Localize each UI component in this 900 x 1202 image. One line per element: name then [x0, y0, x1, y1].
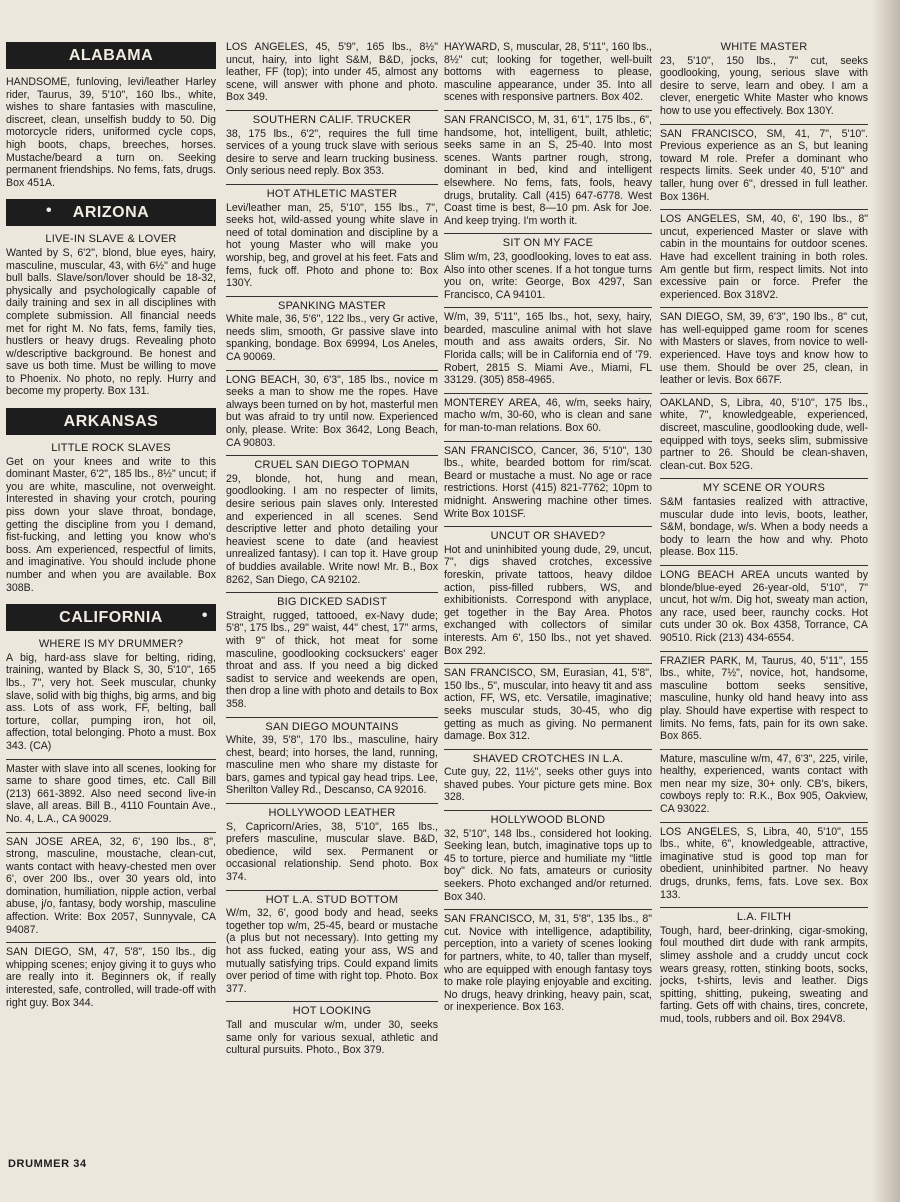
classified-ad [444, 810, 652, 909]
classified-ad [226, 803, 438, 890]
state-header-label: ARKANSAS [63, 413, 159, 431]
classified-ad [6, 759, 216, 832]
ad-heading: LIVE-IN SLAVE & LOVER [45, 233, 177, 246]
ad-text: 29, blonde, hot, hung and mean, goodlooking. I am no respecter of limits, desire serious pain slaves only. Interested and experienced in all scenes. Send descriptive letter and photo detailing your heaviest scene to date (and heaviest unrealized fantasy). I can top it. Have group of buddies available. Write now! Mr. B., Box 8262, San Diego, CA 92102. [226, 472, 438, 586]
classified-ad [226, 890, 438, 1002]
state-header-california [6, 604, 216, 631]
ad-text: SAN FRANCISCO, M, 31, 5'8", 135 lbs., 8" cut. Novice with intelligence, adaptibility, perception, into a variety of scenes looking for partners, white, to 40, taller than myself, who are equipped with enough fantasy toys to make role playing enjoyable and exciting. No drugs, heavy drinking, heavy pain, scat, or inexperience. Box 163. [444, 913, 652, 1014]
classified-ad [226, 717, 438, 804]
state-header-label: CALIFORNIA [59, 609, 163, 627]
ad-heading: MY SCENE OR YOURS [702, 482, 826, 495]
classified-ad [660, 565, 868, 651]
classified-ad [226, 455, 438, 592]
ad-text: Wanted by S, 6'2", blond, blue eyes, hairy, masculine, muscular, 43, with 6½" and huge bull balls. Slave/son/lover should be 18-32, physically and psychologically capable of daily training and sex in all disciplines with complete submission. All financial needs met for right M. No fats, fems, family ties, hustlers or heavy drugs. Revealing photo w/descriptive background. Be honest and save us both time. Must be willing to move to Phoenix. No photo, no reply. Hurry and become my property. Box 131. [6, 246, 216, 398]
classified-ad [660, 393, 868, 479]
ad-heading: L.A. FILTH [736, 911, 792, 924]
classified-ad [660, 822, 868, 908]
ad-text: Levi/leather man, 25, 5'10", 155 lbs., 7", seeks hot, wild-assed young white slave in need of total domination and discipline by a hot young Master who will make you worship, beg, and grovel at his feet. Fats and fems, fuck off. Photo and phone to: Box 130Y. [226, 201, 438, 290]
classified-ad [444, 393, 652, 441]
classified-ad [444, 233, 652, 307]
classified-ad [444, 909, 652, 1020]
ad-text: SAN DIEGO, SM, 47, 5'8", 150 lbs., dig whipping scenes; enjoy giving it to guys who are really into it. Beginners ok, if really interested, safe, controlled, will trade-off with right guy. Box 344. [6, 946, 216, 1009]
classified-ad [444, 526, 652, 663]
classified-ad [444, 38, 652, 110]
classified-ad [6, 832, 216, 943]
classified-ad [660, 907, 868, 1031]
ad-heading: SOUTHERN CALIF. TRUCKER [252, 113, 412, 126]
classified-ad [660, 749, 868, 822]
ad-heading: HOT ATHLETIC MASTER [266, 187, 398, 200]
ad-text: HAYWARD, S, muscular, 28, 5'11", 160 lbs., 8½" cut; looking for together, well-built bottoms with eagerness to please, masculine appearance, under 35. Into all scenes with responsive partners. Box 402. [444, 41, 652, 104]
classified-ad [226, 110, 438, 184]
classified-ad [226, 184, 438, 296]
state-header-label: ARIZONA [72, 204, 150, 222]
ad-text: White, 39, 5'8", 170 lbs., masculine, hairy chest, beard; into horses, the land, running, masculine men who share my distaste for bars, games and typical gay head trips. Lee, Sherilton Valley Rd., Descanso, CA 92016. [226, 734, 438, 797]
classified-ad [660, 124, 868, 210]
ad-text: 38, 175 lbs., 6'2", requires the full time services of a young truck slave with serious desire to serve and learn trucking business. Only serious need reply. Box 353. [226, 127, 438, 178]
ad-text: LONG BEACH AREA uncuts wanted by blonde/blue-eyed 26-year-old, 5'10", 7" uncut, hot w/m. Dig hot, sweaty man action, any race, used beer, raunchy cocks. Hot cuts under 30 ok. Box 4358, Torrance, CA 90510. Rick (213) 434-6554. [660, 568, 868, 644]
ad-text: LOS ANGELES, 45, 5'9", 165 lbs., 8½" uncut, hairy, into light S&M, B&D, jocks, leather, FF (top); into under 45, almost any scene, will answer with phone and photo. Box 349. [226, 41, 438, 104]
ad-text: SAN JOSE AREA, 32, 6', 190 lbs., 8", strong, masculine, moustache, clean-cut, wants contact with heavy-chested men over 6', over 200 lbs., over 30 years old, into domination, humiliation, nipple action, verbal abuse, j/o, fantasy, body worship, masculine affection. Write: Box 2057, Sunnyvale, CA 94087. [6, 835, 216, 936]
ad-text: FRAZIER PARK, M, Taurus, 40, 5'11", 155 lbs., white, 7½", novice, hot, handsome, masculine bottom seeks sensitive, masculine, hunky old hand heavy into ass play. Should have expertise with respect to limits. No fems, fats, pain for its own sake. Box 865. [660, 654, 868, 743]
classified-ad [444, 663, 652, 749]
column-4 [660, 38, 868, 1032]
state-header-label: ALABAMA [68, 47, 154, 64]
ad-heading: SIT ON MY FACE [502, 237, 594, 250]
ad-text: Mature, masculine w/m, 47, 6'3", 225, virile, healthy, experienced, wants contact with men near my size, 30+ only. CB's, bikers, cowboys reply to: R.K., Box 905, Oakview, CA 93022. [660, 752, 868, 816]
page-gutter-shadow [872, 0, 900, 1202]
ad-text: 32, 5'10", 148 lbs., considered hot looking. Seeking lean, butch, imaginative tops up to 45 to torture, pierce and humiliate my "little boy" dick. No fats, amateurs or curiosity seekers. Photo exchanged and/or returned. Box 340. [444, 827, 652, 903]
ad-text: Tall and muscular w/m, under 30, seeks same only for various sexual, athletic and cultural pursuits. Photo., Box 379. [226, 1018, 438, 1057]
ad-heading: SAN DIEGO MOUNTAINS [265, 720, 399, 733]
ad-text: LOS ANGELES, S, Libra, 40, 5'10", 155 lbs., white, 6", knowledgeable, attractive, imaginative stud is good top man for obedient, uninhibited partner. No heavy drugs, drunks, fems, fats. Love sex. Box 133. [660, 825, 868, 901]
classified-ad [226, 38, 438, 110]
ad-text: OAKLAND, S, Libra, 40, 5'10", 175 lbs., white, 7", knowledgeable, experienced, discreet, masculine, goodlooking dude, well-equipped with toys, seeks slim, submissive partner to 26. Should be clean-shaven, clean-cut. Box 52G. [660, 396, 868, 472]
classified-ad [444, 307, 652, 393]
classified-ad [444, 441, 652, 527]
ad-heading: CRUEL SAN DIEGO TOPMAN [254, 459, 410, 472]
ad-text: S, Capricorn/Aries, 38, 5'10", 165 lbs., prefers masculine, muscular slave. B&D, obedience, wild sex. Permanent or occasional relationship. Send photo. Box 374. [226, 820, 438, 884]
ad-heading: HOLLYWOOD LEATHER [268, 807, 396, 820]
classified-ad [226, 592, 438, 716]
ad-text: SAN FRANCISCO, SM, 41, 7", 5'10". Previous experience as an S, but leaning toward M role. Prefer a dominant who respects limits. Seek under 40, 5'10" and taller, hung over 6", dressed in full leather. Box 136H. [660, 127, 868, 203]
ad-text: A big, hard-ass slave for belting, riding, training, wanted by Black S, 30, 5'10", 165 lbs., 7", very hot. Seek muscular, chunky slave, solid with big thighs, big arms, and big ass. Lots of ass work, FF, belting, ball torture, collar, pumping iron, hot oil, affection, total belonging. Photo a must. Box 343. (CA) [6, 651, 216, 752]
classified-ad [6, 73, 216, 195]
ad-text: S&M fantasies realized with attractive, muscular dude into levis, boots, leather, S&M, bondage, w/s. When a body needs a body to learn the how and why. Photo please. Box 115. [660, 496, 868, 559]
ad-text: W/m, 39, 5'11", 165 lbs., hot, sexy, hairy, bearded, masculine animal with hot slave mouth and ass awaits orders, Sir. No Florida calls; will be in California end of '79. Robert, 2815 S. Miami Ave., Miami, FL 33129. (305) 858-4965. [444, 311, 652, 387]
classified-ad [6, 230, 216, 404]
ad-text: Tough, hard, beer-drinking, cigar-smoking, foul mouthed dirt dude with rank armpits, slimey asshole and a cruddy uncut cock wears greasy, rotten, stinking boots, socks, jocks, t-shirts, levis and leather. Digs spitting, shitting, pukeing, sweating and farting. Gets off with chains, tires, concrete, mud, tools, rubbers and oil. Box 294V8. [660, 924, 868, 1025]
classified-ad [6, 439, 216, 600]
ad-heading: HOLLYWOOD BLOND [490, 814, 606, 827]
ad-text: SAN FRANCISCO, SM, Eurasian, 41, 5'8", 150 lbs., 5", muscular, into heavy tit and ass action, FF, WS, etc. Versatile, imaginative; seeks muscular studs, 30-45, who dig getting as much as giving. No permanent damage. Box 312. [444, 667, 652, 743]
classified-ad [6, 635, 216, 758]
page-footer: DRUMMER 34 [8, 1158, 87, 1170]
classified-ad [660, 478, 868, 565]
ad-text: W/m, 32, 6', good body and head, seeks together top w/m, 25-45, beard or mustache (a plus but not necessary). Into getting my hot ass fucked, eating your ass, WS and mutually satisfying trips. Could expand limits over period of time with right top. Photo. Box 377. [226, 907, 438, 995]
classified-ad [226, 1001, 438, 1062]
ad-heading: SPANKING MASTER [278, 299, 386, 312]
ad-text: MONTEREY AREA, 46, w/m, seeks hairy, macho w/m, 30-60, who is clean and sane for man-to-man relations. Box 60. [444, 396, 652, 435]
ad-text: Hot and uninhibited young dude, 29, uncut, 7", digs shaved crotches, excessive foreskin, private tattoos, heavy dildoe action, piss-filled rubbers, WS, and exhibitionists. Correspond with anyplace, get together in the Bay Area. Photos exchanged with collectors of similar interests. Am 6', 150 lbs., not yet shaved. Box 292. [444, 543, 652, 657]
ad-text: LOS ANGELES, SM, 40, 6', 190 lbs., 8" uncut, experienced Master or slave with cabin in the mountains for outdoor scenes. Have had excellent training in both roles. Am gentle but firm, respect limits. Not into excessive pain or force. Prefer the experienced. Box 318V2. [660, 213, 868, 301]
classified-ad [660, 651, 868, 749]
classified-ad [444, 110, 652, 233]
state-header-alabama [6, 42, 216, 69]
ad-text: 23, 5'10", 150 lbs., 7" cut, seeks goodlooking, young, serious slave with desire to serve, learn and obey. I am a clever, energetic White Master who knows how to use you effectively. Box 130Y. [660, 54, 868, 117]
classified-ad [660, 38, 868, 124]
ad-text: Master with slave into all scenes, looking for same to share good times, etc. Call Bill (213) 661-3892. Also need second live-in slave, all areas. Bill B., 4110 Fountain Ave., No. 4, L.A., CA 90029. [6, 762, 216, 825]
ad-heading: SHAVED CROTCHES IN L.A. [472, 752, 624, 765]
ad-heading: WHERE IS MY DRUMMER? [38, 638, 184, 651]
state-header-arizona [6, 199, 216, 226]
bullet-icon: • [46, 202, 53, 220]
ad-text: Straight, rugged, tattooed, ex-Navy dude; 5'8", 175 lbs., 29" waist, 44" chest, 17" arms, with 9" of thick, hot meat for some masculine, goodlooking cocksuckers' eager throat and ass. If you need a big dicked sadist to service and weekends are open, then drop a line with photo and details to Box 358. [226, 609, 438, 710]
classified-ad [226, 370, 438, 456]
column-3 [444, 38, 652, 1020]
classified-ad [226, 296, 438, 370]
column-1 [6, 38, 216, 1015]
classified-ad [660, 307, 868, 393]
ad-text: Get on your knees and write to this dominant Master, 6'2", 185 lbs., 8½" uncut; if you are white, masculine, not overweight. Interested in shaving your crotch, pouring piss down your slave throat, bondage, getting the discipline from you I demand, fist-fucking, and letting you know who's boss. Am experienced, respectful of limits, and imaginative. You should include phone number and when you are available. Box 308B. [6, 455, 216, 594]
ad-text: White male, 36, 5'6", 122 lbs., very Gr active, needs slim, smooth, Gr passive slave into spanking, bondage. Box 69994, Los Aneles, CA 90069. [226, 313, 438, 364]
classified-ad [444, 749, 652, 810]
bullet-icon: • [201, 607, 208, 625]
ad-text: LONG BEACH, 30, 6'3", 185 lbs., novice m seeks a man to show me the ropes. Have always been turned on by hot, masterful men but was afraid to try until now. Experienced only, please. Write: Box 3642, Long Beach, CA 90803. [226, 373, 438, 449]
ad-heading: HOT LOOKING [292, 1005, 372, 1018]
ad-text: Slim w/m, 23, goodlooking, loves to eat ass. Also into other scenes. If a hot tongue turns you on, write: George, Box 4297, San Francisco, CA 94101. [444, 250, 652, 301]
classified-ad [6, 942, 216, 1015]
ad-text: HANDSOME, funloving, levi/leather Harley rider, Taurus, 39, 5'10", 160 lbs., white, wishes to share fantasies with masculine, discreet, clean, unselfish buddy to 50. Dig motorcycle riders, uniformed cycle cops, high boots, chaps, breeches, horses. Mustache/beard a turn on. Seeking permanent friendships. No fems, fats, drugs. Box 451A. [6, 76, 216, 189]
ad-heading: UNCUT OR SHAVED? [490, 530, 606, 543]
ad-text: SAN DIEGO, SM, 39, 6'3", 190 lbs., 8" cut, has well-equipped game room for scenes with Masters or slaves, from novice to well-experienced. Have toys and know how to use them. Should be over 25, clean, in leather or levis. Box 667F. [660, 311, 868, 387]
ad-heading: BIG DICKED SADIST [277, 596, 387, 609]
ad-text: Cute guy, 22, 11½", seeks other guys into shaved pubes. Your picture gets mine. Box 328. [444, 766, 652, 804]
ad-heading: HOT L.A. STUD BOTTOM [265, 893, 399, 906]
ad-heading: WHITE MASTER [720, 41, 808, 53]
column-2 [226, 38, 438, 1063]
ad-text: SAN FRANCISCO, M, 31, 6'1", 175 lbs., 6", handsome, hot, intelligent, built, athletic; seeks same in an S, 25-40. Into most scenes. Wants partner rough, strong, dominant in bed, kind and intelligent elsewhere. No fems, fats, fools, heavy drugs, brutality. Call (415) 647-6778. West Coast time is best, 8—10 pm. Ask for Joe. And keep trying. I'm worth it. [444, 113, 652, 227]
classified-ad [660, 209, 868, 307]
ad-text: SAN FRANCISCO, Cancer, 36, 5'10", 130 lbs., white, bearded bottom for rim/scat. Beard or mustache a must. No age or race restrictions. Horst (415) 821-7762; 10pm to midnight. Answering machine other times. Write Box 101SF. [444, 444, 652, 520]
ad-heading: LITTLE ROCK SLAVES [51, 442, 171, 455]
state-header-arkansas [6, 408, 216, 435]
